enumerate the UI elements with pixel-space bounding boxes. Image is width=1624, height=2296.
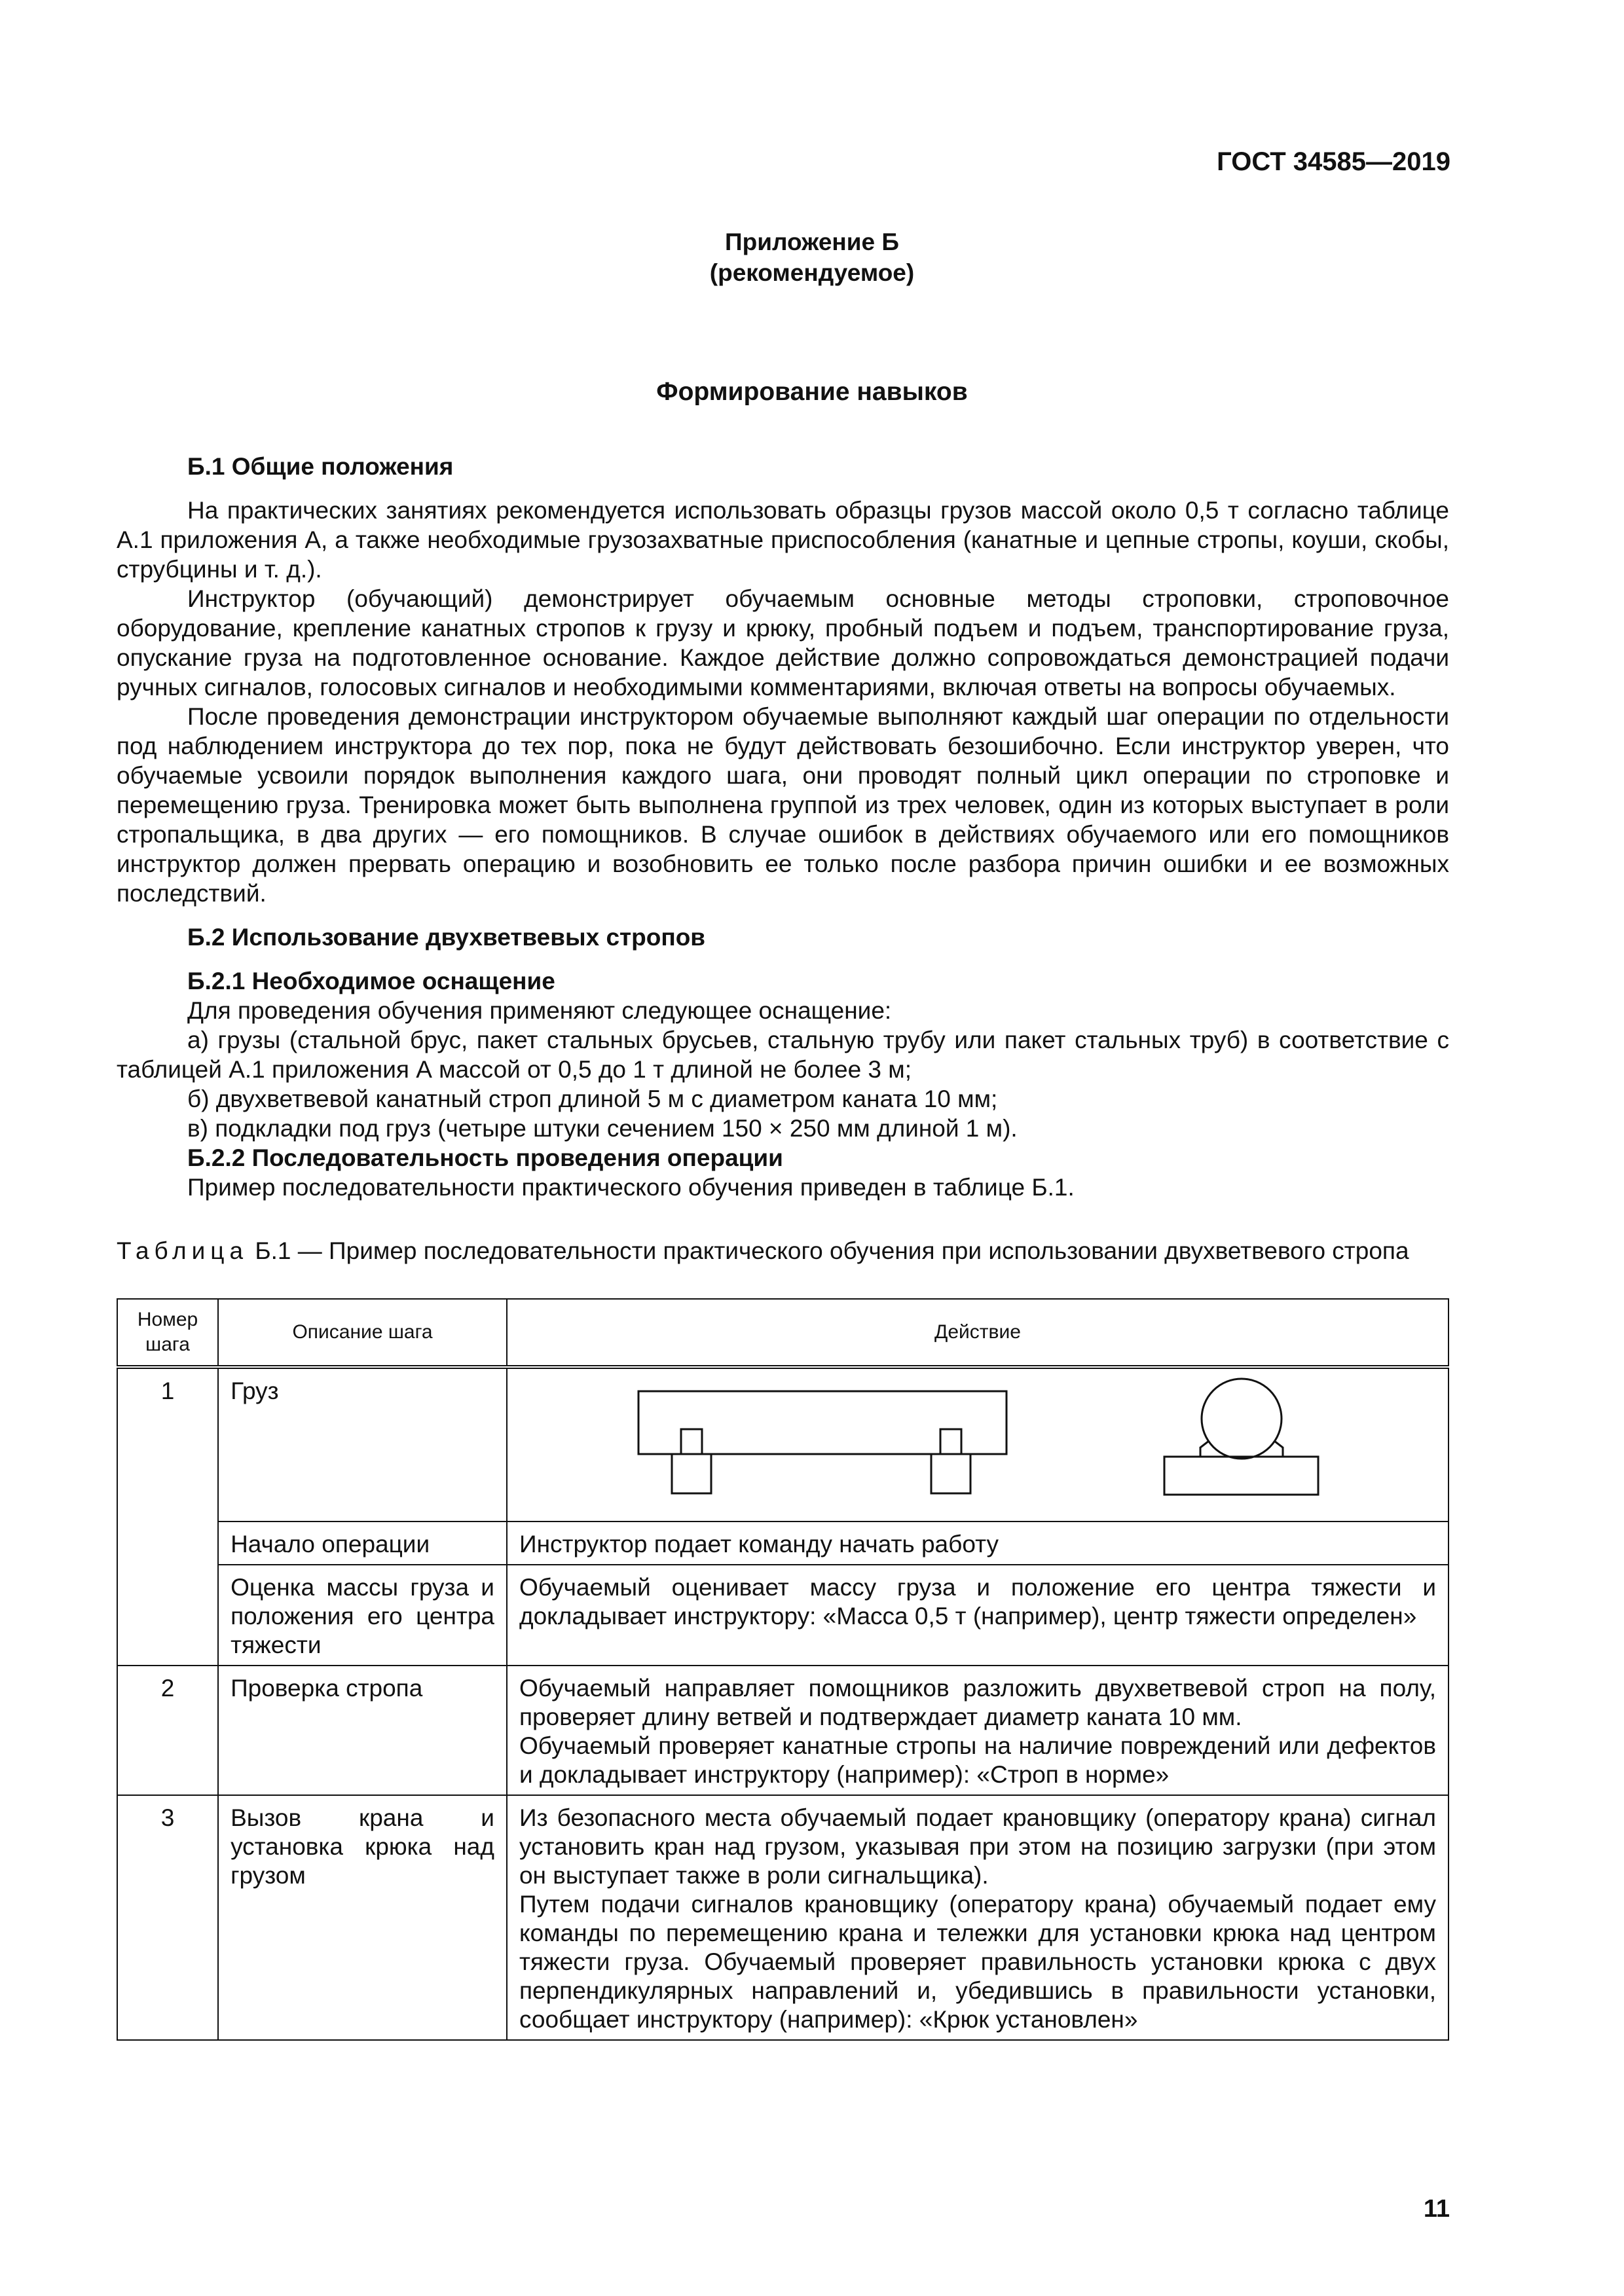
step-action: Обучаемый проверяет канатные стропы на наличие повреждений или дефектов и докладывает инструктору (например): «Строп в норме»	[519, 1732, 1436, 1788]
load-drawing-cell	[507, 1367, 1449, 1522]
step-description: Начало операции	[218, 1522, 507, 1565]
table-caption-text: Б.1 — Пример последовательности практического обучения при использовании двухветвевого стропа	[248, 1237, 1409, 1264]
annex-type: (рекомендуемое)	[709, 259, 915, 286]
step-description: Груз	[218, 1367, 507, 1522]
table-row	[117, 1666, 1449, 1795]
table-caption-prefix: Таблица	[117, 1237, 249, 1264]
step-description: Оценка массы груза и положения его центра тяжести	[218, 1565, 507, 1666]
header-step-description: Описание шага	[218, 1299, 507, 1367]
page-number: 11	[1423, 2195, 1450, 2223]
step-action: Обучаемый оценивает массу груза и положение его центра тяжести и докладывает инструктору: «Масса 0,5 т (например), центр тяжести определен»	[507, 1565, 1449, 1666]
section-b21-heading: Б.2.1 Необходимое оснащение	[187, 968, 555, 994]
step-action: Путем подачи сигналов крановщику (оператору крана) обучаемый подает ему команды по перемещению крана и тележки для установки крюка над центром тяжести груза. Обучаемый проверяет правильность установки крюка с двух перпендикулярных направлений и, убедившись в правильности установки, сообщает инструктору (например): «Крюк установлен»	[519, 1891, 1436, 2033]
annex-title: Приложение Б	[725, 228, 899, 255]
step-action-cell	[507, 1666, 1449, 1795]
steel-beam-shape	[638, 1391, 1006, 1454]
step-action-cell	[507, 1795, 1449, 2040]
table-caption	[117, 1237, 1409, 1265]
beam-stub-right	[940, 1429, 961, 1454]
step-action: Обучаемый направляет помощников разложить двухветвевой строп на полу, проверяет длину ветвей и подтверждает диаметр каната 10 мм.	[519, 1675, 1436, 1730]
load-drawing	[519, 1377, 1436, 1516]
header-step-number: Номер шага	[117, 1299, 218, 1367]
paragraph: Инструктор (обучающий) демонстрирует обучаемым основные методы строповки, строповочное оборудование, крепление канатных стропов к грузу и крюку, пробный подъем и подъем, транспортирование груза, опускание груза на подготовленное основание. Каждое действие должно сопровождаться демонстрацией подачи ручных сигналов, голосовых сигналов и необходимыми комментариями, включая ответы на вопросы обучаемых.	[117, 585, 1449, 701]
list-item: б) двухветвевой канатный строп длиной 5 м с диаметром каната 10 мм;	[187, 1085, 998, 1112]
support-block-right	[931, 1454, 970, 1493]
header-action: Действие	[507, 1299, 1449, 1367]
pipe-support-block	[1164, 1457, 1318, 1495]
main-title: Формирование навыков	[656, 378, 968, 406]
section-b1-heading: Б.1 Общие положения	[187, 453, 454, 480]
step-number: 3	[117, 1795, 218, 2040]
table-header-row	[117, 1299, 1449, 1367]
standard-code: ГОСТ 34585—2019	[1217, 147, 1450, 176]
wedge-right	[1274, 1441, 1283, 1457]
paragraph: Пример последовательности практического обучения приведен в таблице Б.1.	[187, 1174, 1075, 1201]
wedge-left	[1200, 1441, 1209, 1457]
step-action: Инструктор подает команду начать работу	[507, 1522, 1449, 1565]
table-row	[117, 1565, 1449, 1666]
step-description: Проверка стропа	[218, 1666, 507, 1795]
list-item: а) грузы (стальной брус, пакет стальных брусьев, стальную трубу или пакет стальных труб) в соответствие с таблицей А.1 приложения А массой от 0,5 до 1 т длиной не более 3 м;	[117, 1027, 1449, 1083]
step-description: Вызов крана и установка крюка над грузом	[218, 1795, 507, 2040]
paragraph: Для проведения обучения применяют следующее оснащение:	[187, 997, 892, 1024]
paragraph: На практических занятиях рекомендуется использовать образцы грузов массой около 0,5 т согласно таблице А.1 приложения А, а также необходимые грузозахватные приспособления (канатные и цепные стропы, коуши, скобы, струбцины и т. д.).	[117, 497, 1449, 583]
section-b22-heading: Б.2.2 Последовательность проведения операции	[187, 1144, 783, 1171]
beam-stub-left	[681, 1429, 702, 1454]
steps-table	[117, 1298, 1449, 2041]
support-block-left	[672, 1454, 711, 1493]
table-row	[117, 1795, 1449, 2040]
steel-pipe-circle	[1202, 1379, 1282, 1459]
table-row	[117, 1367, 1449, 1522]
table-row	[117, 1522, 1449, 1565]
list-item: в) подкладки под груз (четыре штуки сечением 150 × 250 мм длиной 1 м).	[187, 1115, 1018, 1142]
paragraph: После проведения демонстрации инструктором обучаемые выполняют каждый шаг операции по отдельности под наблюдением инструктора до тех пор, пока не будут действовать безошибочно. Если инструктор уверен, что обучаемые усвоили порядок выполнения каждого шага, они проводят полный цикл операции по строповке и перемещению груза. Тренировка может быть выполнена группой из трех человек, один из которых выступает в роли стропальщика, в два других — его помощников. В случае ошибок в действиях обучаемого или его помощников инструктор должен прервать операцию и возобновить ее только после разбора причин ошибки и ее возможных последствий.	[117, 703, 1449, 907]
step-number: 2	[117, 1666, 218, 1795]
step-number: 1	[117, 1367, 218, 1666]
section-b2-heading: Б.2 Использование двухветвевых стропов	[187, 924, 706, 951]
body-content	[117, 452, 1449, 1202]
step-action: Из безопасного места обучаемый подает крановщику (оператору крана) сигнал установить кран над грузом, указывая при этом на позицию загрузки (при этом он выступает также в роли сигнальщика).	[519, 1804, 1436, 1889]
